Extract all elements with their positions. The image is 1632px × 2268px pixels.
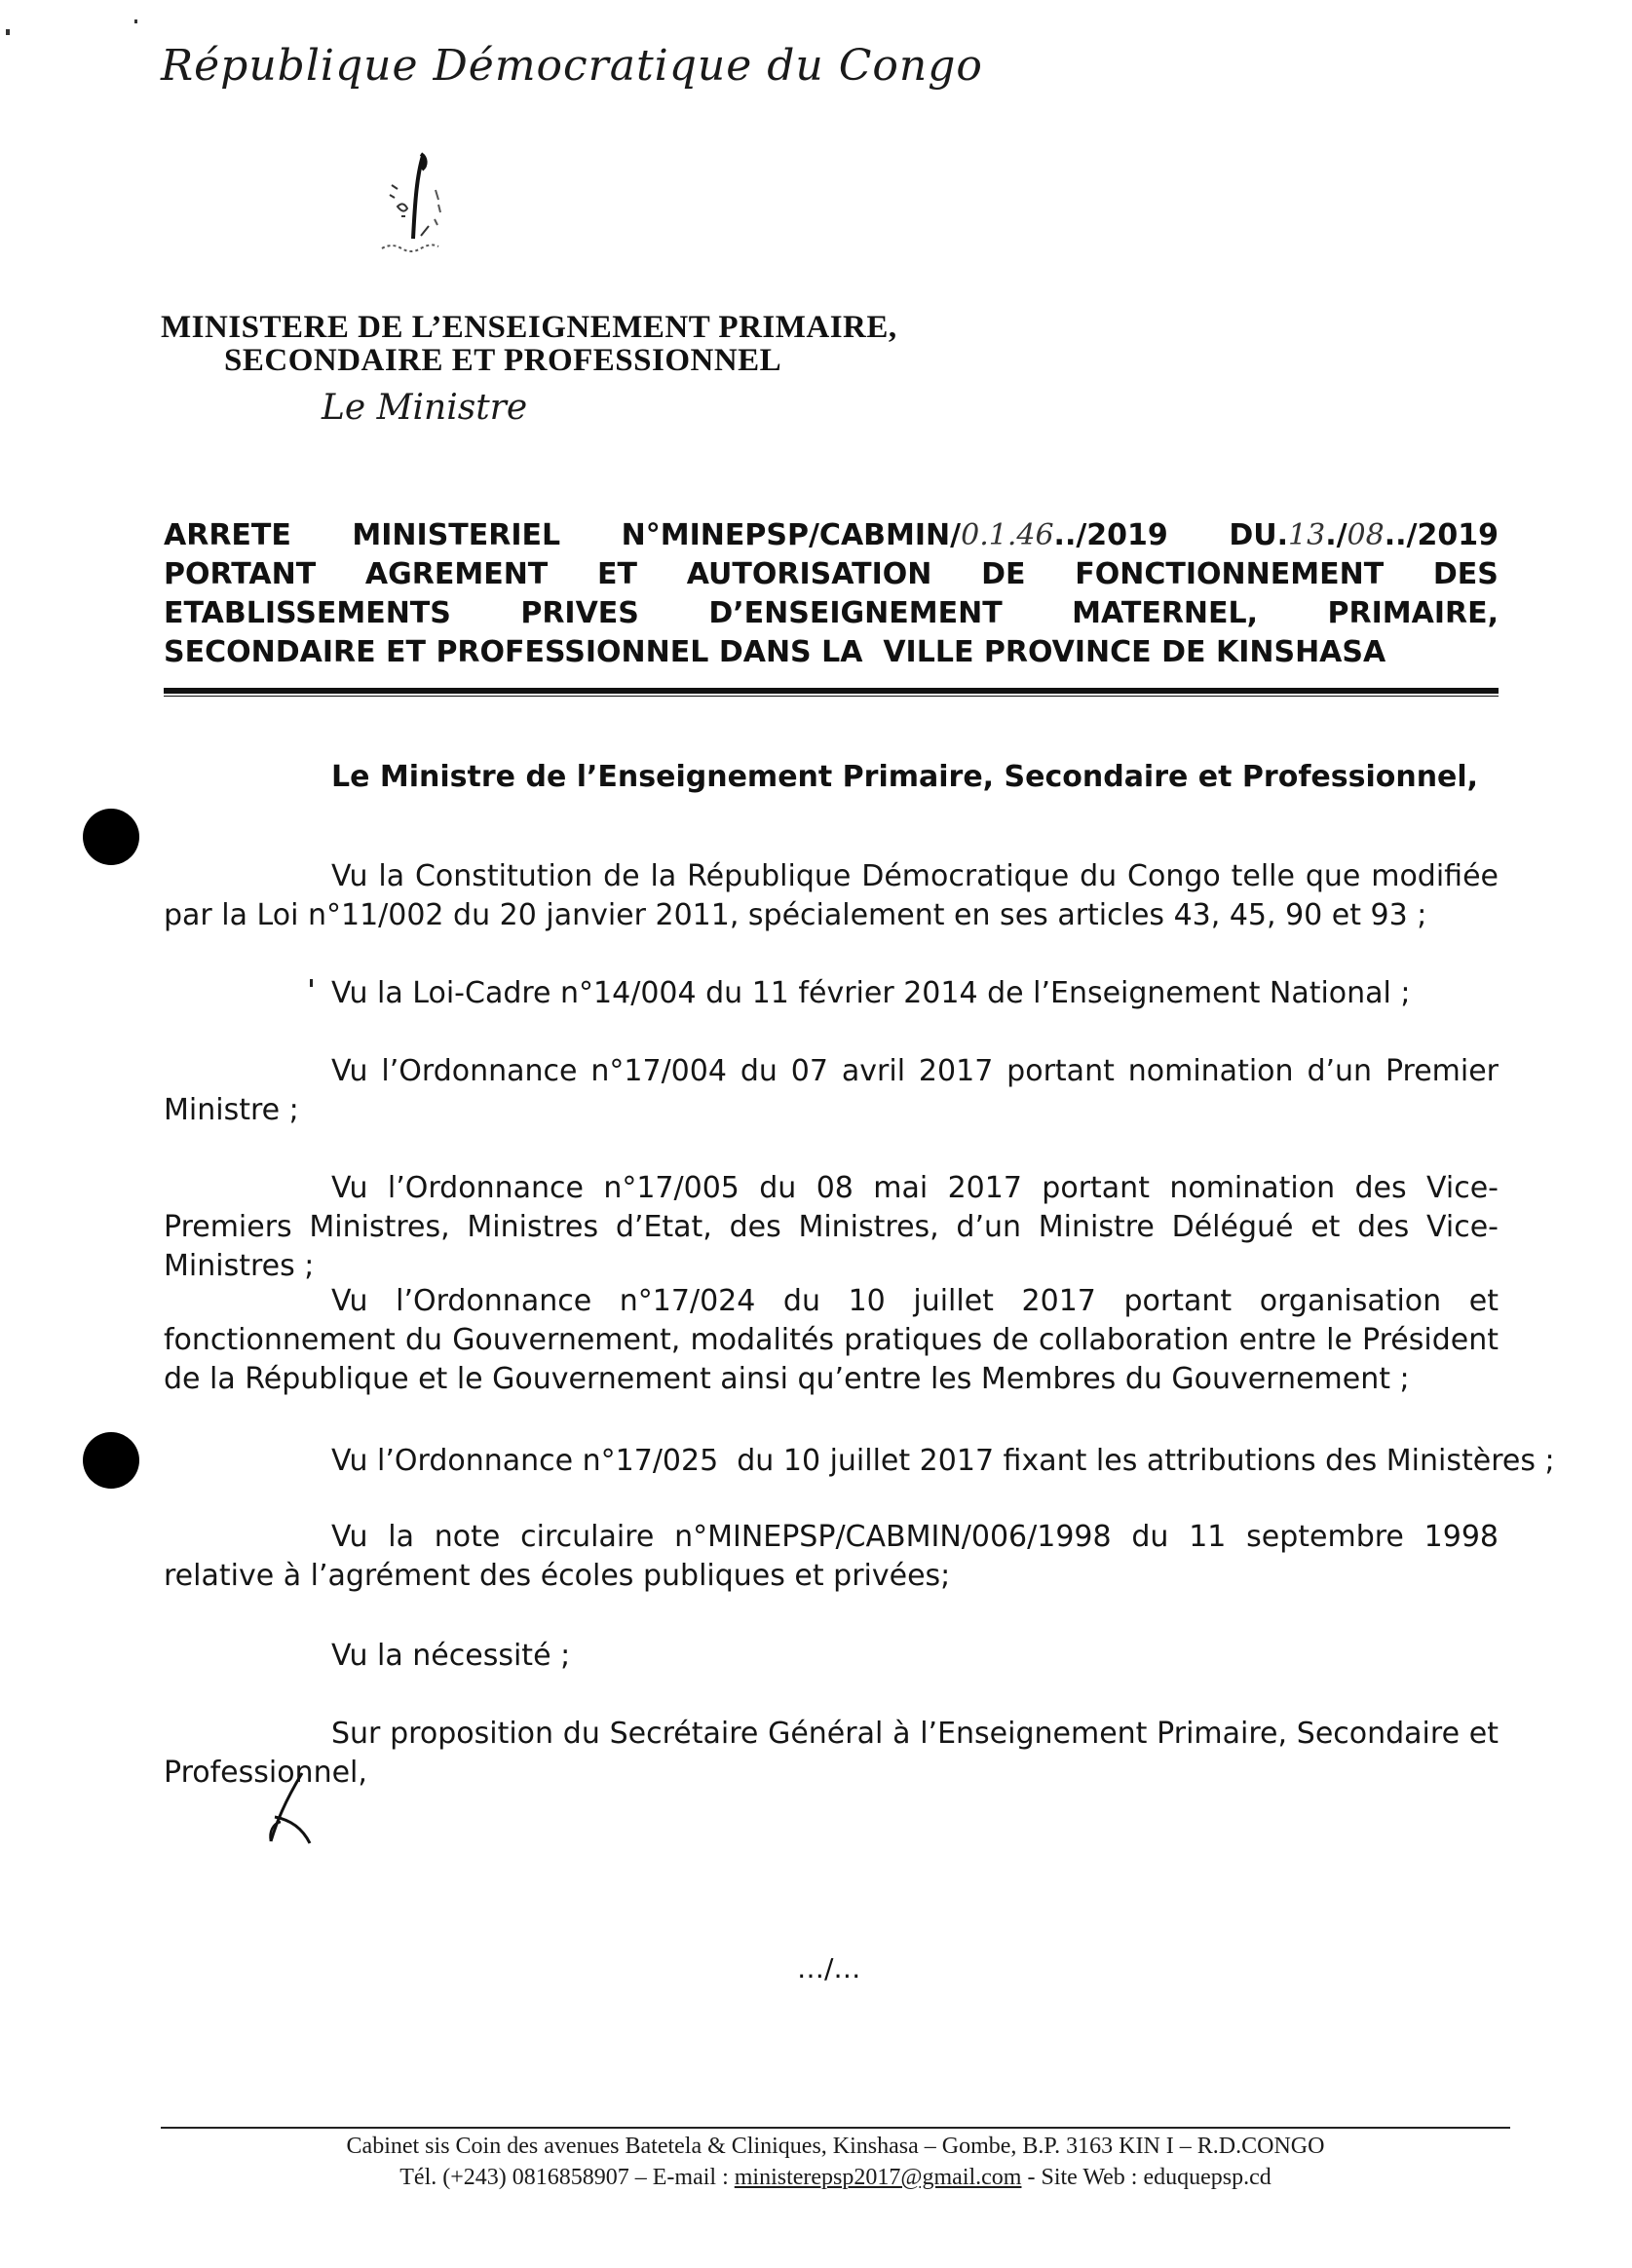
title-word: FONCTIONNEMENT xyxy=(1075,557,1385,591)
footer-phone: Tél. (+243) 0816858907 xyxy=(399,2165,629,2190)
consideration-ordonnance-17-025: Vu l’Ordonnance n°17/025 du 10 juillet 2017 fixant les attributions des Ministères ; xyxy=(331,1444,1555,1478)
handwritten-initials-icon xyxy=(263,1763,322,1851)
footer-address: Cabinet sis Coin des avenues Batetela & Cliniques, Kinshasa – Gombe, B.P. 3163 KIN I – R.D.CONGO xyxy=(346,2134,1325,2159)
letterhead-country: République Démocratique du Congo xyxy=(161,41,983,91)
footer-site-label: - Site Web : xyxy=(1021,2165,1144,2190)
title-word: AUTORISATION xyxy=(686,557,932,591)
decree-title-line2 xyxy=(164,555,1499,594)
title-word: ETABLISSEMENTS xyxy=(164,596,451,630)
title-word: PRIMAIRE, xyxy=(1327,596,1499,630)
decree-date: DU.13./08../2019 xyxy=(1229,516,1499,555)
title-divider-thin xyxy=(164,696,1499,697)
title-word: D’ENSEIGNEMENT xyxy=(708,596,1003,630)
title-word: MATERNEL, xyxy=(1072,596,1259,630)
footer-email-label: – E-mail : xyxy=(628,2165,735,2190)
consideration-necessite: Vu la nécessité ; xyxy=(331,1639,571,1673)
footer-site-link[interactable]: eduquepsp.cd xyxy=(1143,2165,1271,2190)
title-divider xyxy=(164,688,1499,694)
title-line-text: SECONDAIRE ET PROFESSIONNEL DANS LA VILLE PROVINCE DE KINSHASA xyxy=(164,635,1386,669)
office-title: Le Ministre xyxy=(322,388,528,428)
decree-title xyxy=(164,516,1499,672)
consideration-note-circulaire: Vu la note circulaire n°MINEPSP/CABMIN/006/1998 du 11 septembre 1998 relative à l’agrément des écoles publiques et privées; xyxy=(164,1520,1499,1593)
decree-title-line3 xyxy=(164,594,1499,633)
punch-hole xyxy=(83,809,139,865)
title-word: PRIVES xyxy=(520,596,639,630)
consideration-loi-cadre: Vu la Loi-Cadre n°14/004 du 11 février 2014 de l’Enseignement National ; xyxy=(331,976,1411,1010)
consideration-ordonnance-17-005: Vu l’Ordonnance n°17/005 du 08 mai 2017 portant nomination des Vice-Premiers Ministres, Ministres d’Etat, des Ministres, d’un Ministre Délégué et des Vice-Ministres ; xyxy=(164,1171,1499,1283)
title-word: PORTANT xyxy=(164,557,317,591)
consideration-ordonnance-17-004: Vu l’Ordonnance n°17/004 du 07 avril 2017 portant nomination d’un Premier Ministre ; xyxy=(164,1054,1499,1127)
consideration-ordonnance-17-024: Vu l’Ordonnance n°17/024 du 10 juillet 2017 portant organisation et fonctionnement du Gouvernement, modalités pratiques de collaboration entre le Président de la République et le Gouvernement ainsi qu’entre les Membres du Gouvernement ; xyxy=(164,1284,1499,1396)
consideration-constitution: Vu la Constitution de la République Démocratique du Congo telle que modifiée par la Loi n°11/002 du 20 janvier 2011, spécialement en ses articles 43, 45, 90 et 93 ; xyxy=(164,859,1499,932)
ministry-name-line2: SECONDAIRE ET PROFESSIONNEL xyxy=(224,343,782,378)
title-word: DES xyxy=(1432,557,1499,591)
handwritten-month: 08 xyxy=(1347,518,1385,552)
handwritten-decree-number: 0.1.46 xyxy=(961,518,1054,552)
footer-divider xyxy=(161,2127,1510,2129)
decree-title-line1 xyxy=(164,516,1499,555)
title-word: AGREMENT xyxy=(364,557,549,591)
footer-email-link[interactable]: ministerepsp2017@gmail.com xyxy=(734,2165,1022,2190)
footer-contact xyxy=(161,2165,1510,2191)
title-word: MINISTERIEL xyxy=(352,518,561,552)
scan-speck xyxy=(6,29,10,35)
page-continuation: …/… xyxy=(797,1952,861,1984)
minister-heading: Le Ministre de l’Enseignement Primaire, Secondaire et Professionnel, xyxy=(331,760,1479,794)
title-word: ARRETE xyxy=(164,518,291,552)
scan-speck xyxy=(134,19,137,23)
decree-title-line4 xyxy=(164,633,1499,672)
emblem-icon xyxy=(362,146,470,268)
punch-hole xyxy=(83,1432,139,1489)
decree-number: N°MINEPSP/CABMIN/0.1.46../2019 xyxy=(622,516,1168,555)
title-word: DE xyxy=(981,557,1026,591)
ministry-name-line1: MINISTERE DE L’ENSEIGNEMENT PRIMAIRE, xyxy=(161,310,897,345)
handwritten-day: 13 xyxy=(1288,518,1326,552)
title-word: ET xyxy=(597,557,637,591)
consideration-proposition: Sur proposition du Secrétaire Général à l’Enseignement Primaire, Secondaire et Professionnel, xyxy=(164,1717,1499,1790)
